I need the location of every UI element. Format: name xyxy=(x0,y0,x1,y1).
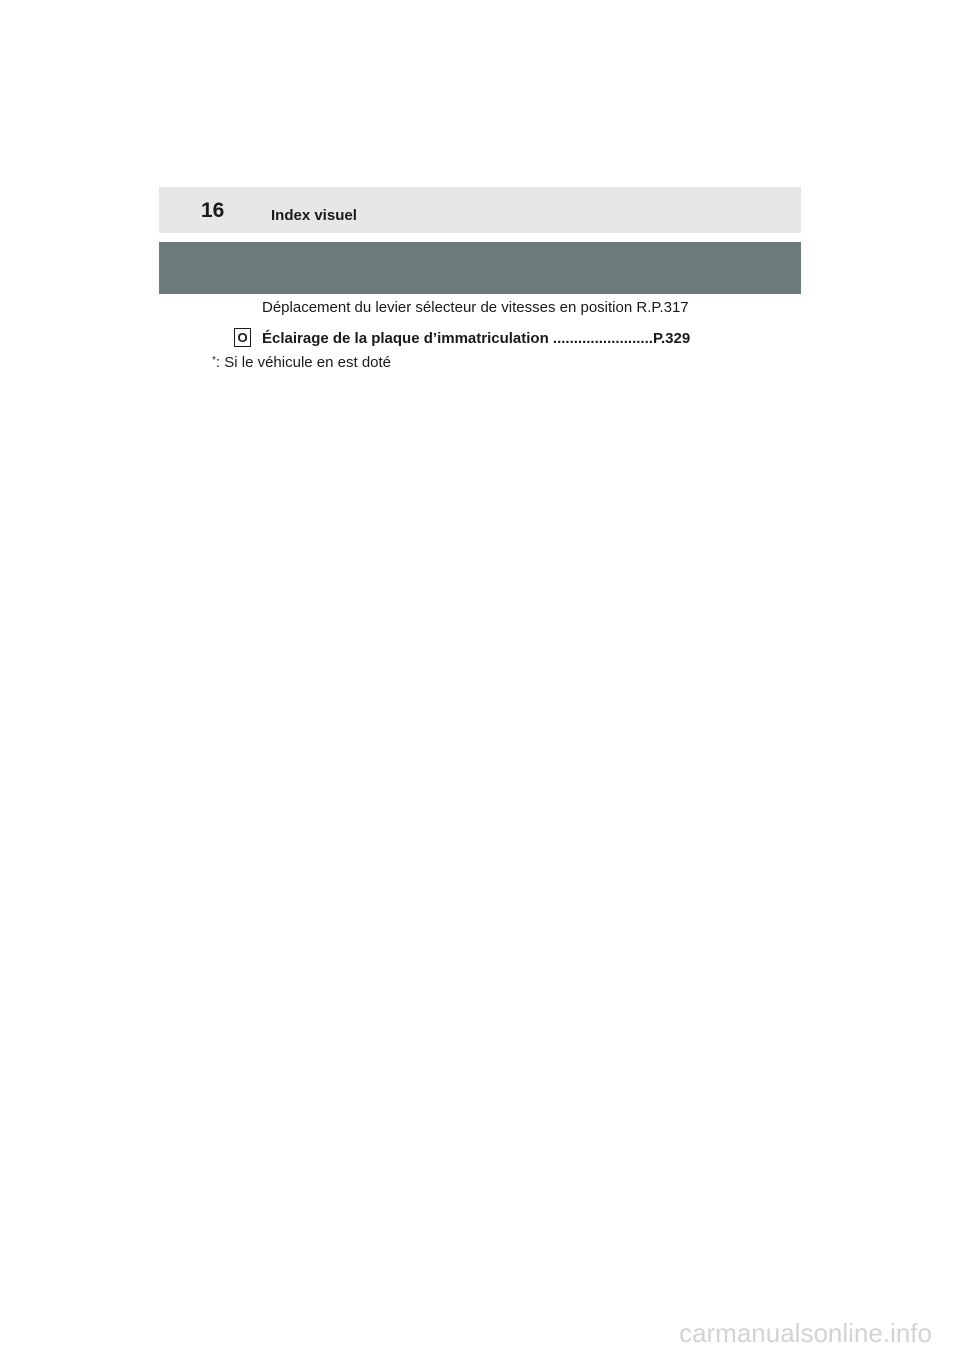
page-header xyxy=(159,187,801,233)
page-number: 16 xyxy=(201,199,225,222)
item-marker-o: O xyxy=(234,328,251,347)
watermark: carmanualsonline.info xyxy=(679,1318,932,1348)
footnote-symbol: * xyxy=(212,355,216,366)
section-band xyxy=(159,242,801,294)
footnote xyxy=(212,354,391,372)
entry-text-reverse-position: Déplacement du levier sélecteur de vitesses en position R.P.317 xyxy=(262,299,689,316)
entry-license-plate-lighting: Éclairage de la plaque d’immatriculation ........................P.329 xyxy=(262,330,691,347)
section-title: Index visuel xyxy=(271,207,357,224)
footnote-text: : Si le véhicule en est doté xyxy=(215,354,392,371)
